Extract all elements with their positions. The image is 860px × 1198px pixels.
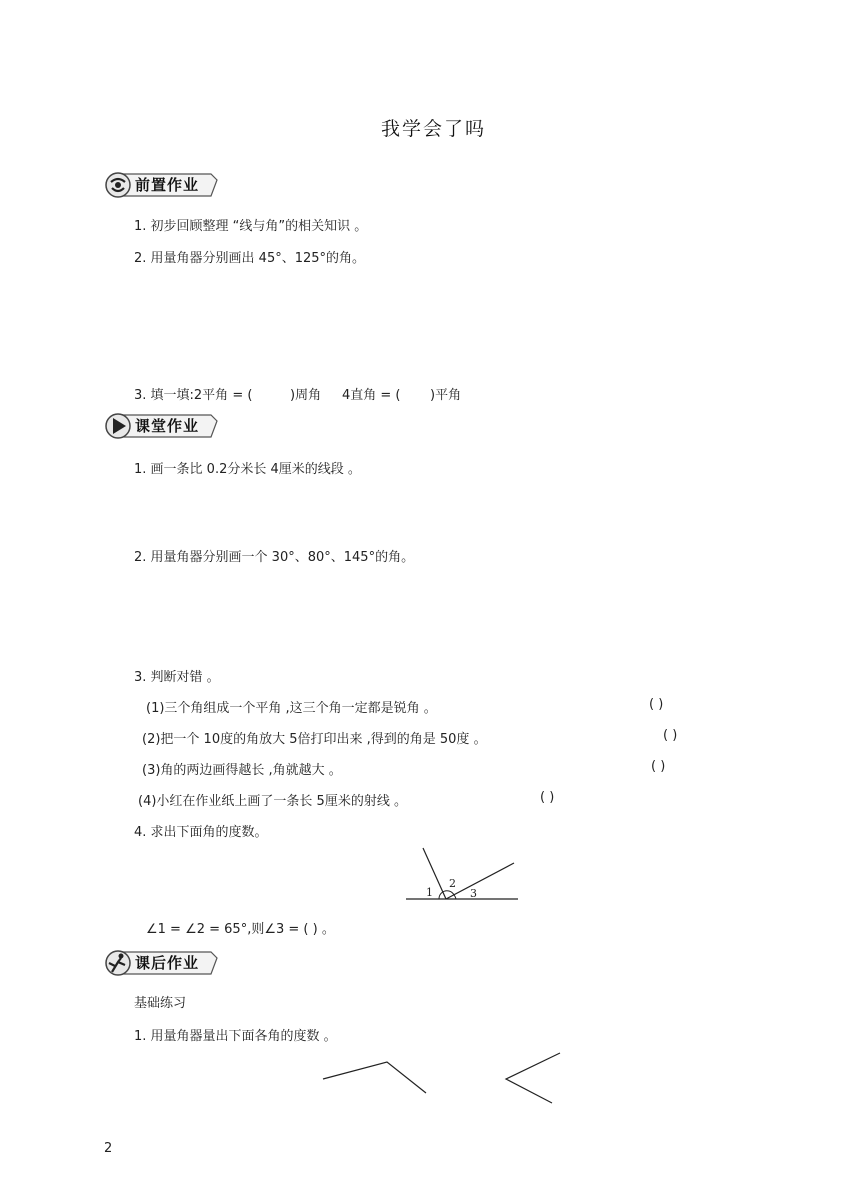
- judge-item-2-blank: ( ): [663, 728, 678, 743]
- section-badge-class: [103, 411, 221, 441]
- pre-question-3-part-b: )周角: [290, 388, 322, 403]
- judge-item-2: (2)把一个 10度的角放大 5倍打印出来 ,得到的角是 50度 。: [142, 732, 487, 747]
- section-badge-label: 前置作业: [135, 176, 200, 194]
- class-question-2: 2. 用量角器分别画一个 30°、80°、145°的角。: [134, 550, 415, 565]
- after-basic-heading: 基础练习: [134, 996, 187, 1011]
- section-badge-after: [103, 948, 221, 978]
- section-badge-pre: [103, 170, 221, 200]
- pre-question-3-part-d: )平角: [430, 388, 462, 403]
- after-question-1: 1. 用量角器量出下面各角的度数 。: [134, 1029, 337, 1044]
- measure-angle-1: [320, 1057, 432, 1103]
- pre-question-2: 2. 用量角器分别画出 45°、125°的角。: [134, 251, 366, 266]
- angle-label-1: 1: [426, 886, 433, 899]
- class-question-3: 3. 判断对错 。: [134, 670, 220, 685]
- angle-label-2: 2: [449, 877, 456, 890]
- class-question-1: 1. 画一条比 0.2分米长 4厘米的线段 。: [134, 462, 361, 477]
- judge-item-4-blank: ( ): [540, 790, 555, 805]
- judge-item-1-blank: ( ): [649, 697, 664, 712]
- judge-item-1: (1)三个角组成一个平角 ,这三个角一定都是锐角 。: [146, 701, 437, 716]
- class-question-4: 4. 求出下面角的度数。: [134, 825, 268, 840]
- judge-item-4: (4)小红在作业纸上画了一条长 5厘米的射线 。: [138, 794, 407, 809]
- section-badge-label: 课堂作业: [135, 417, 200, 435]
- class-question-4-answer: ∠1 = ∠2 = 65°,则∠3 = ( ) 。: [146, 922, 335, 937]
- judge-item-3-blank: ( ): [651, 759, 666, 774]
- angle-figure: [400, 845, 530, 915]
- page-number: 2: [104, 1141, 113, 1156]
- pre-question-3-part-a: 3. 填一填:2平角 = (: [134, 388, 253, 403]
- judge-item-3: (3)角的两边画得越长 ,角就越大 。: [142, 763, 342, 778]
- measure-angle-2: [502, 1049, 564, 1107]
- section-badge-label: 课后作业: [135, 954, 200, 972]
- pre-question-1: 1. 初步回顾整理 “线与角”的相关知识 。: [134, 219, 368, 234]
- pre-question-3-part-c: 4直角 = (: [342, 388, 401, 403]
- ray-right: [446, 863, 514, 899]
- page-title: 我学会了吗: [381, 118, 487, 140]
- angle-label-3: 3: [470, 887, 477, 900]
